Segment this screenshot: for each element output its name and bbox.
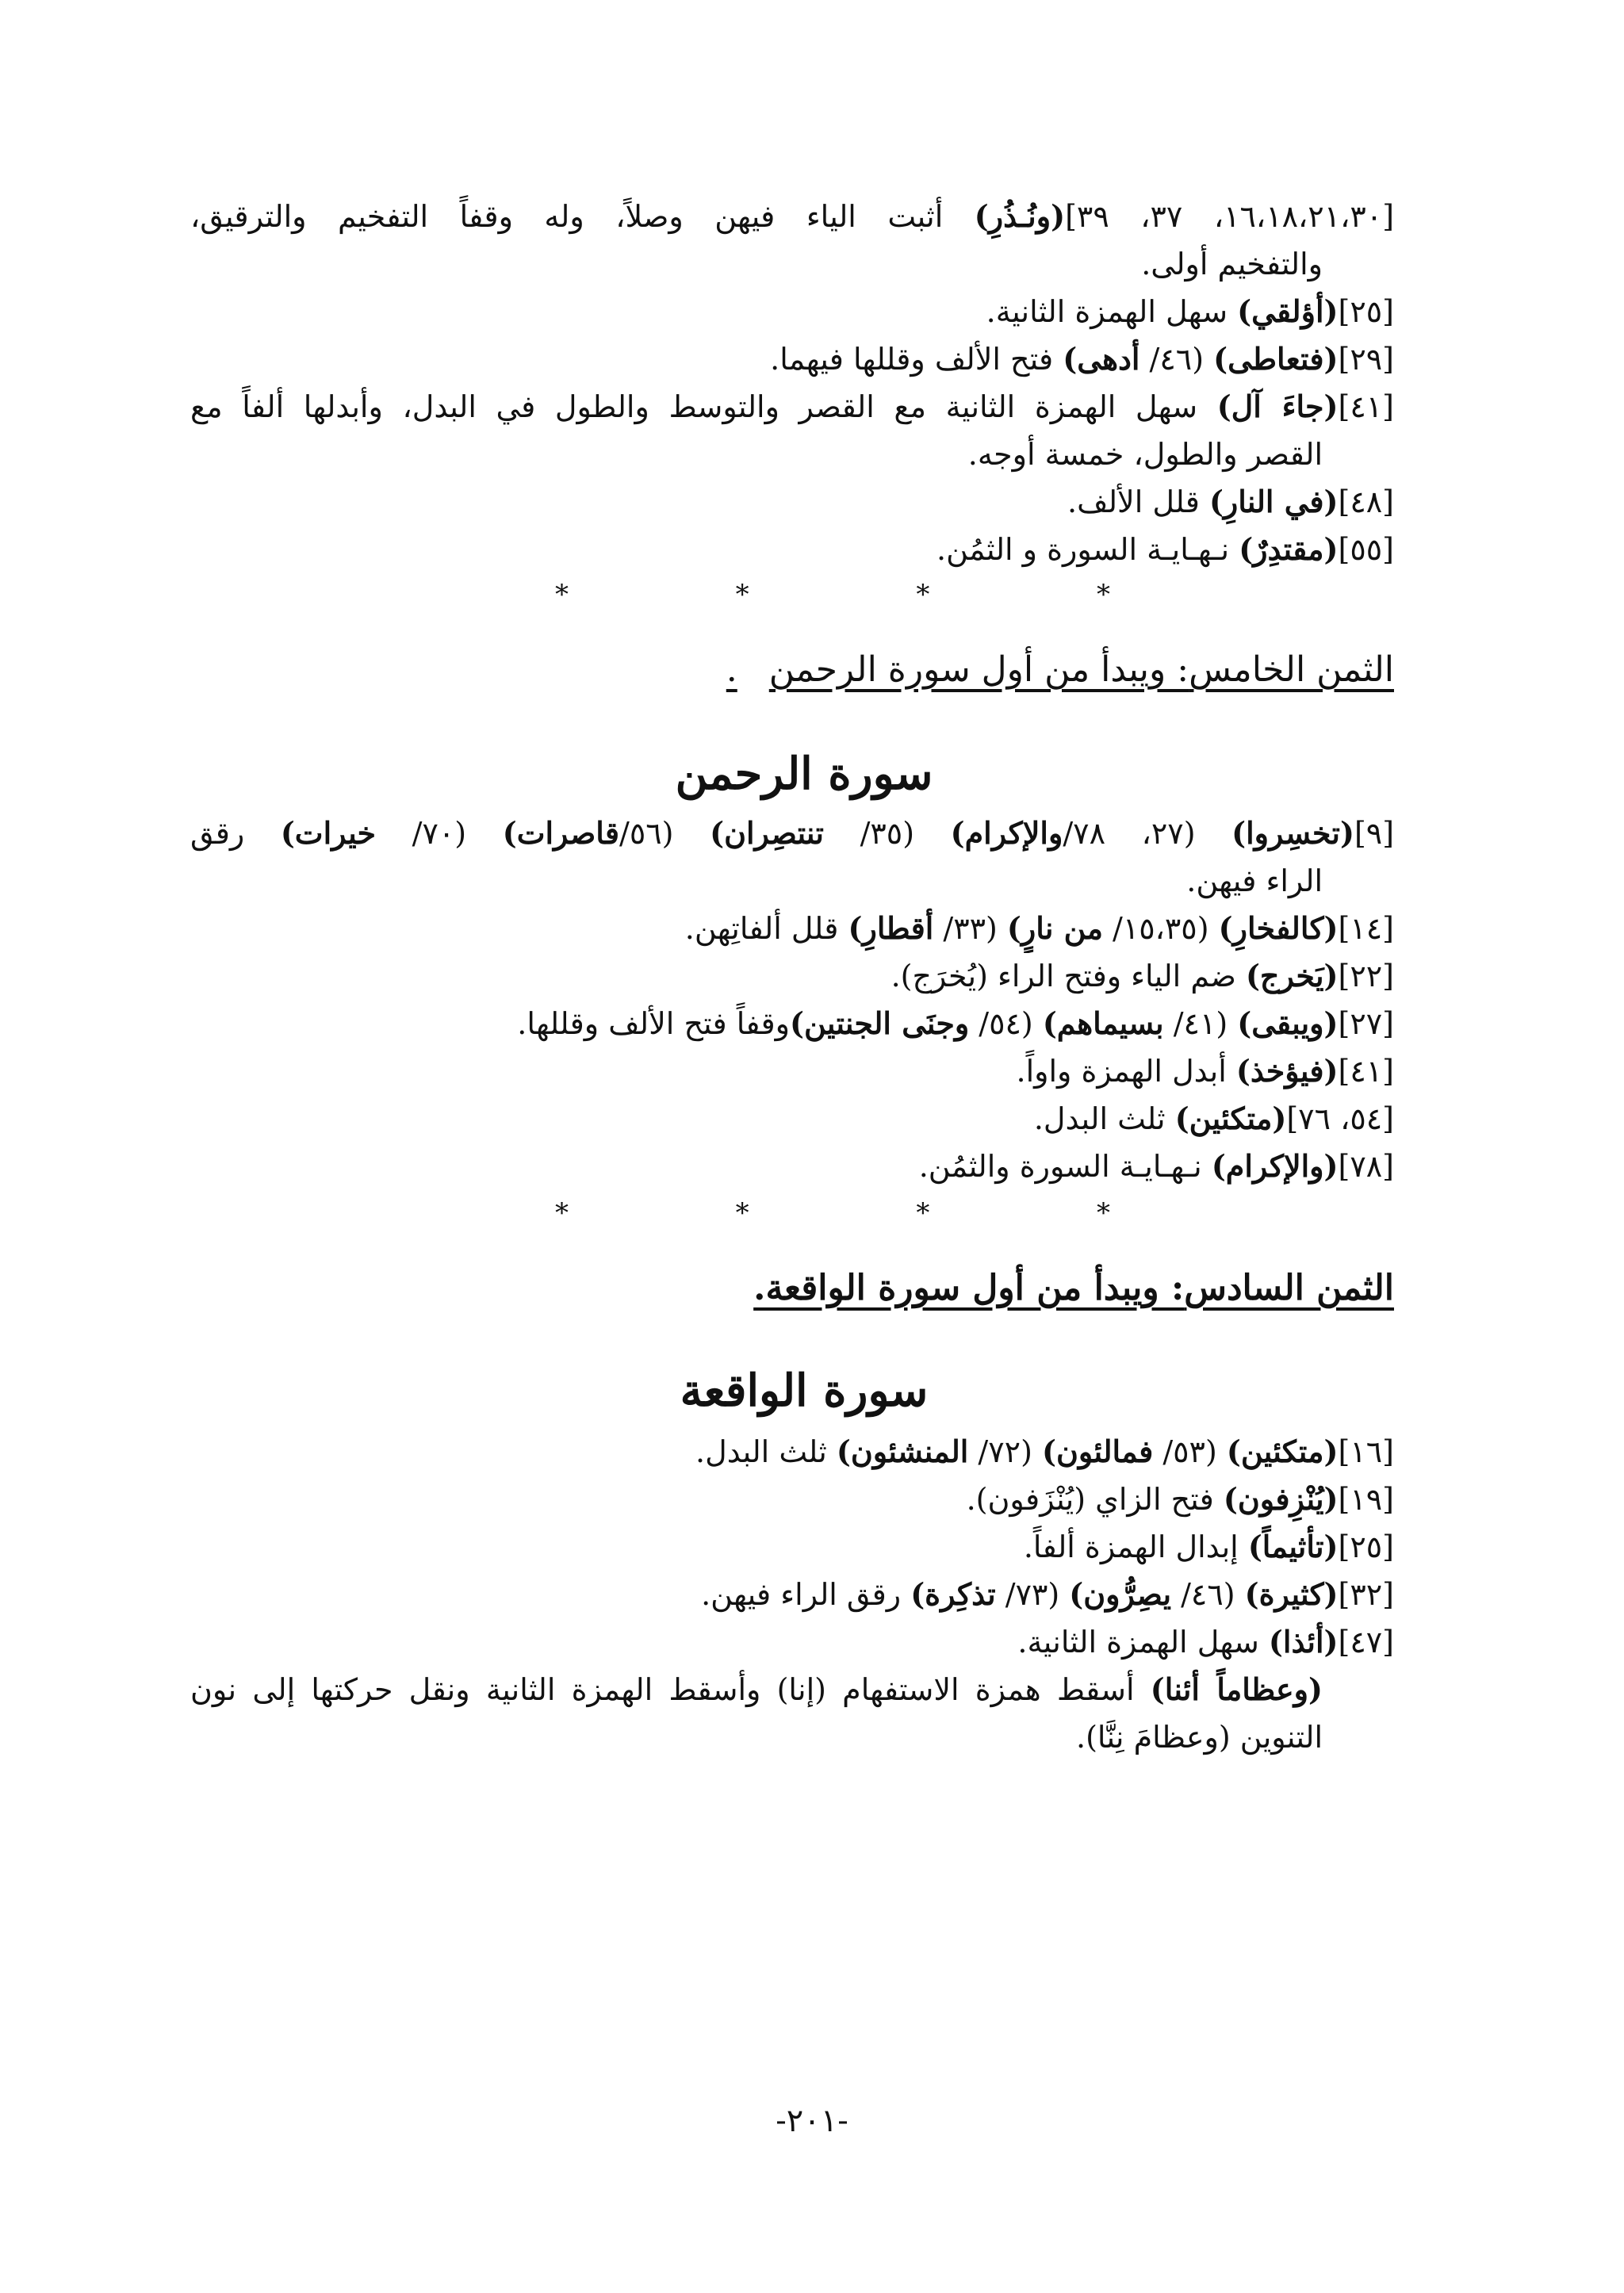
- note-line: [٢٢](يَخرج) ضم الياء وفتح الراء (يُخرَج).: [891, 958, 1394, 993]
- note-line: [٢٩](فتعاطى) (٤٦/ أدهى) فتح الألف وقللها فيهما.: [770, 341, 1394, 377]
- note-line-continuation: والتفخيم أولى.: [1141, 247, 1323, 281]
- page-number: -٢٠١-: [776, 2103, 848, 2139]
- note-line: [١٦](متكئين) (٥٣/ فمالئون) (٧٢/ المنشئون) ثلث البدل.: [695, 1434, 1394, 1469]
- note-line-continuation: القصر والطول، خمسة أوجه.: [967, 437, 1323, 472]
- separator-stars: * * * *: [555, 1197, 1110, 1229]
- note-line: [٤٧](أئذا) سهل الهمزة الثانية.: [1017, 1624, 1394, 1659]
- note-line: [٥٥](مقتدِرٌ) نـهـايـة السورة و الثمُن.: [936, 531, 1394, 567]
- note-line: [٢٧](ويبقى) (٤١/ بسيماهم) (٥٤/ وجنَى الجنتين)وقفاً فتح الألف وقللها.: [517, 1005, 1394, 1041]
- note-line: [٧٨](والإكرام) نـهـايـة السورة والثمُن.: [918, 1148, 1394, 1184]
- note-line: [٤٨](في النارِ) قلل الألف.: [1067, 484, 1394, 519]
- note-line: [١٤](كالفخارِ) (١٥،٣٥/ من نارٍ) (٣٣/ أقطارِ) قلل ألفاتِهن.: [684, 910, 1394, 946]
- note-line: [٤١](فيؤخذ) أبدل الهمزة واواً.: [1016, 1053, 1394, 1089]
- note-line: [١٦،١٨،٢١،٣٠، ٣٧، ٣٩](ونُـذُرِ) أثبت الياء فيهن وصلاً، وله وقفاً التفخيم والترقيق،: [190, 198, 1394, 234]
- note-line: [٤١](جاءَ آل) سهل الهمزة الثانية مع القصر والتوسط والطول في البدل، وأبدلها ألفاً مع: [190, 389, 1394, 424]
- note-line-continuation: الراء فيهن.: [1186, 863, 1323, 898]
- note-line: [٣٢](كثيرة) (٤٦/ يصِرُّون) (٧٣/ تذكِرة) رقق الراء فيهن.: [701, 1576, 1394, 1612]
- note-line: [٥٤، ٧٦](متكئين) ثلث البدل.: [1033, 1101, 1394, 1136]
- note-line-continuation: التنوين (وعظامَ نِنَّا).: [1075, 1720, 1323, 1755]
- separator-stars: * * * *: [555, 579, 1110, 611]
- note-line: [٢٥](تأثيماً) إبدال الهمزة ألفاً.: [1023, 1529, 1394, 1564]
- section-heading-sixth-eighth: الثمن السادس: ويبدأ من أول سورة الواقعة.: [753, 1268, 1394, 1308]
- note-line: (وعظاماً أئنا) أسقط همزة الاستفهام (إنا) وأسقط الهمزة الثانية ونقل حركتها إلى نون: [190, 1671, 1323, 1707]
- section-heading-fifth-eighth: الثمن الخامس: ويبدأ من أول سورة الرحمن.: [726, 649, 1394, 690]
- surah-title-rahman: سورة الرحمن: [675, 748, 933, 800]
- note-line: [١٩](يُنْزِفون) فتح الزاي (يُنْزَفون).: [966, 1481, 1394, 1517]
- note-line: [٩](تخسِروا) (٢٧، ٧٨/والإكرام) (٣٥/ تنتصِران) (٥٦/قاصرات) (٧٠/ خيرات) رقق: [190, 815, 1394, 851]
- note-line: [٢٥](أؤلقي) سهل الهمزة الثانية.: [986, 293, 1394, 329]
- surah-title-waqiah: سورة الواقعة: [680, 1365, 929, 1417]
